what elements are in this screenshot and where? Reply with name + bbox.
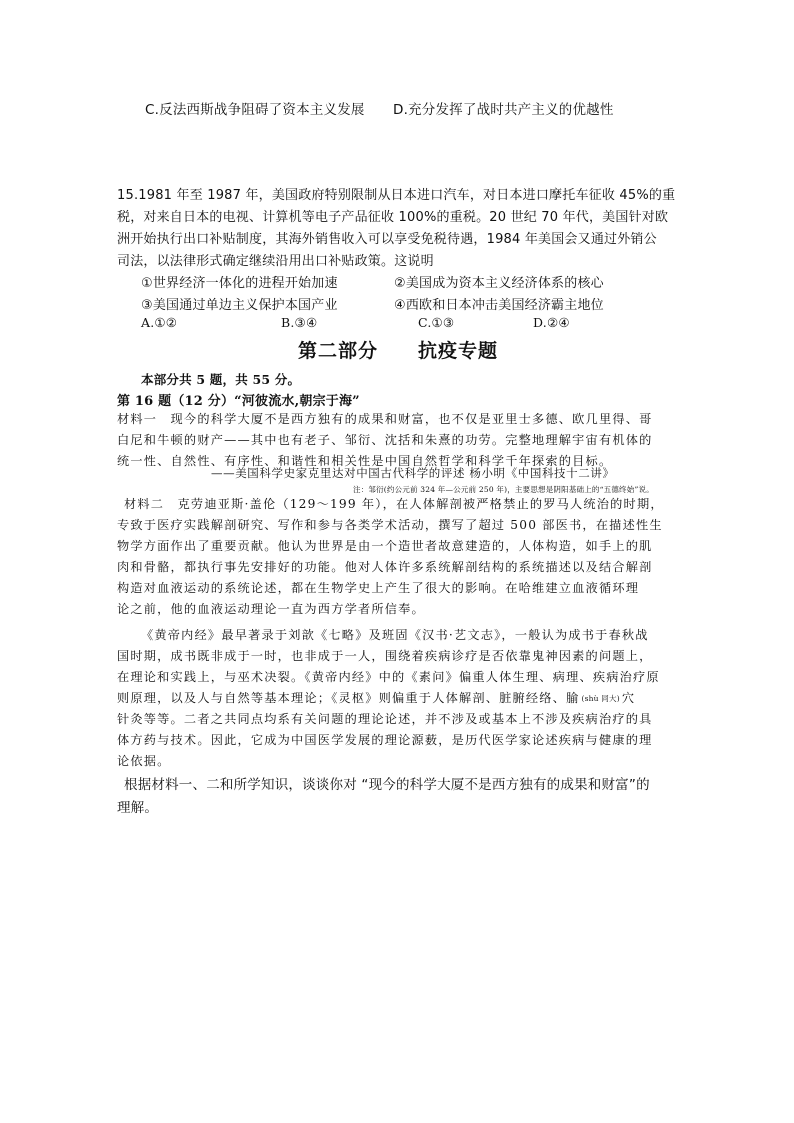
option-d: D.充分发挥了战时共产主义的优越性 <box>393 102 614 118</box>
material2-line-2: 专致于医疗实践解剖研究、写作和参与各类学术活动，撰写了超过 500 部医书，在描述性生 <box>117 518 663 532</box>
material3-line-4 <box>117 689 635 706</box>
material3-line-7: 论依据。 <box>117 754 171 768</box>
material2-line-1: 材料二 克劳迪亚斯·盖伦（129～199 年），在人体解剖被严格禁止的罗马人统治的时期， <box>124 497 664 511</box>
question-line-2: 理解。 <box>117 800 159 816</box>
part-intro: 本部分共 5 题，共 55 分。 <box>141 372 301 387</box>
q15-statement-4: ④西欧和日本冲击美国经济霸主地位 <box>394 298 604 313</box>
question-line-1: 根据材料一、二和所学知识，谈谈你对 “现今的科学大厦不是西方独有的成果和财富”的 <box>124 777 650 793</box>
material3-line-3: 在理论和实践上，与巫术决裂。《黄帝内经》中的《素问》偏重人体生理、病理、疾病治疗原 <box>117 670 660 684</box>
material1-line-2: 白尼和牛顿的财产——其中也有老子、邹衍、沈括和朱熹的功劳。完整地理解宇宙有机体的 <box>117 433 653 447</box>
q15-line-3: 洲开始执行出口补贴制度，其海外销售收入可以享受免税待遇，1984 年美国会又通过外销公 <box>117 232 657 247</box>
option-c: C.反法西斯战争阻碍了资本主义发展 <box>145 102 365 118</box>
pinyin-note: (shù 同大) <box>581 694 620 703</box>
q15-line-2: 税，对来自日本的电视、计算机等电子产品征收 100%的重税。20 世纪 70 年代，美国针对欧 <box>117 210 669 225</box>
part-heading: 第二部分 抗疫专题 <box>298 340 499 362</box>
material2-line-6: 论之前，他的血液运动理论一直为西方学者所信奉。 <box>117 602 425 616</box>
q15-choice-a: A.①② <box>141 315 178 330</box>
material1-note: 注：邹衍(约公元前 324 年—公元前 250 年)，主要思想是阴阳基础上的“五德终始”说。 <box>353 485 654 494</box>
q15-line-1: 15.1981 年至 1987 年，美国政府特别限制从日本进口汽车，对日本进口摩托车征收 45%的重 <box>117 188 676 203</box>
material3-line-2: 国时期，成书既非成于一时，也非成于一人，围绕着疾病诊疗是否依靠鬼神因素的问题上， <box>117 649 653 663</box>
material3-line-1: 《黄帝内经》最早著录于刘歆《七略》及班固《汉书·艺文志》，一般认为成书于春秋战 <box>141 628 649 642</box>
q15-line-4: 司法，以法律形式确定继续沿用出口补贴政策。这说明 <box>117 254 434 269</box>
q15-choice-b: B.③④ <box>281 315 318 330</box>
material2-line-4: 肉和骨骼，都执行事先安排好的功能。他对人体许多系统解剖结构的系统描述以及结合解剖 <box>117 560 653 574</box>
q15-statement-2: ②美国成为资本主义经济体系的核心 <box>394 276 604 291</box>
material3-line-4-text: 则原理，以及人与自然等基本理论；《灵枢》则偏重于人体解剖、脏腑经络、腧 <box>117 691 580 705</box>
material1-source: ——美国科学史家克里达对中国古代科学的评述 杨小明《中国科技十二讲》 <box>211 466 615 480</box>
material1-line-1: 材料一 现今的科学大厦不是西方独有的成果和财富，也不仅是亚里士多德、欧几里得、哥 <box>117 412 653 426</box>
q15-choice-c: C.①③ <box>418 315 455 330</box>
q16-title: 第 16 题（12 分）“河彼流水,朝宗于海” <box>117 394 360 409</box>
q15-statement-1: ①世界经济一体化的进程开始加速 <box>141 276 338 291</box>
material2-line-3: 物学方面作出了重要贡献。他认为世界是由一个造世者故意建造的，人体构造，如手上的肌 <box>117 539 653 553</box>
material2-line-5: 构造对血液运动的系统论述，都在生物学史上产生了很大的影响。在哈维建立血液循环理 <box>117 581 640 595</box>
q15-statement-3: ③美国通过单边主义保护本国产业 <box>141 298 338 313</box>
material3-line-6: 体方药与技术。因此，它成为中国医学发展的理论源薮，是历代医学家论述疾病与健康的理 <box>117 733 653 747</box>
material3-line-4-tail: 穴 <box>621 691 636 705</box>
q15-choice-d: D.②④ <box>533 315 570 330</box>
material3-line-5: 针灸等等。二者之共同点均系有关问题的理论论述，并不涉及或基本上不涉及疾病治疗的具 <box>117 712 653 726</box>
material1-line-3: 统一性、自然性、有序性、和谐性和相关性是中国自然哲学和科学千年探索的目标。 <box>117 454 613 468</box>
